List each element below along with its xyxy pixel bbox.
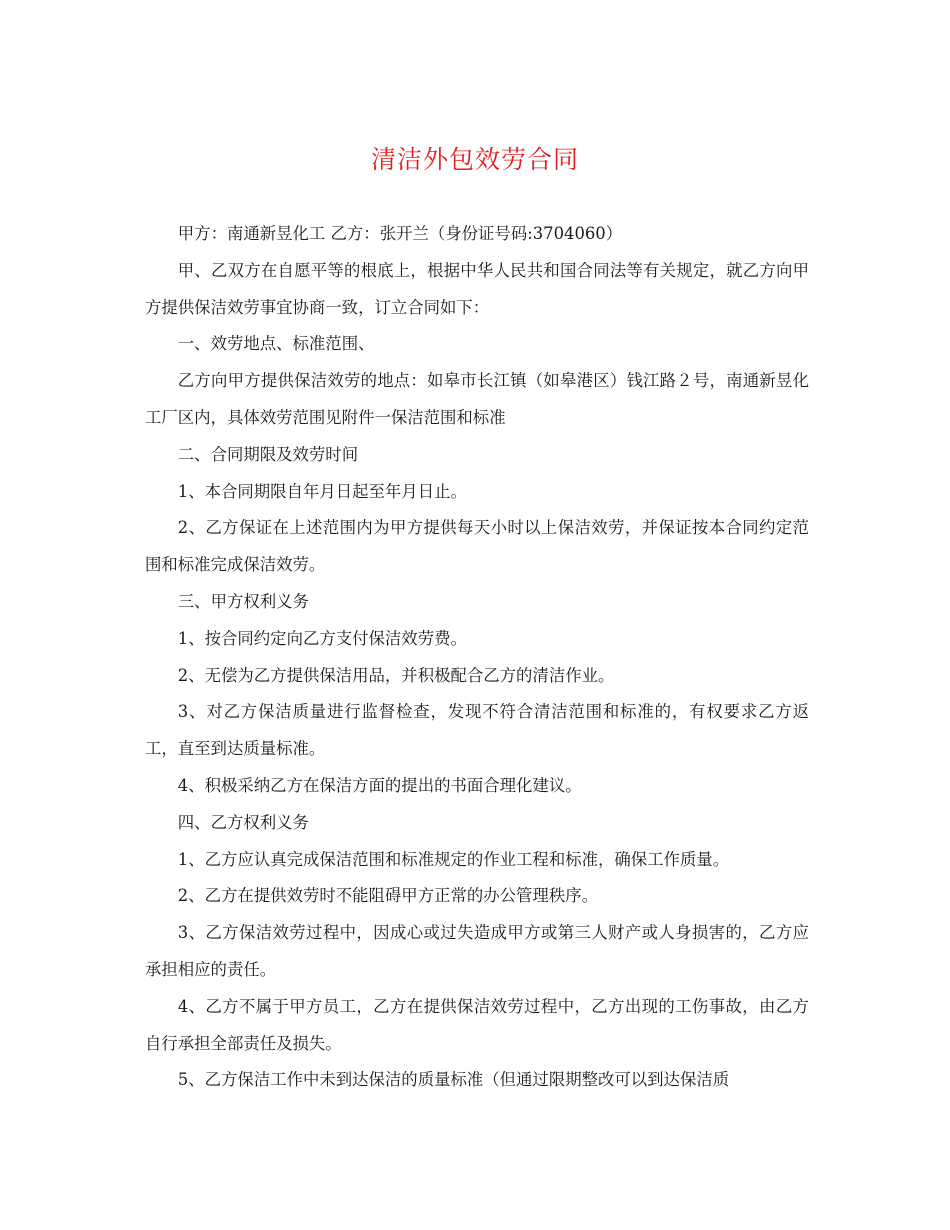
clause-paragraph: 5、乙方保洁工作中未到达保洁的质量标准（但通过限期整改可以到达保洁质 [177, 1070, 730, 1090]
clause-paragraph: 1、本合同期限自年月日起至年月日止。 [177, 481, 467, 501]
clause-paragraph: 2、乙方在提供效劳时不能阻碍甲方正常的办公管理秩序。 [177, 886, 598, 906]
clause-paragraph: 1、乙方应认真完成保洁范围和标准规定的作业工程和标准，确保工作质量。 [177, 849, 730, 869]
clause-paragraph: 3、乙方保洁效劳过程中，因成心或过失造成甲方或第三人财产或人身损害的，乙方应承担相应的责任。 [145, 923, 809, 979]
preamble-paragraph: 甲、乙双方在自愿平等的根底上，根据中华人民共和国合同法等有关规定，就乙方向甲方提供保洁效劳事宜协商一致，订立合同如下： [145, 260, 809, 317]
section-heading-1: 一、效劳地点、标准范围、 [177, 334, 375, 354]
clause-paragraph: 2、无偿为乙方提供保洁用品，并积极配合乙方的清洁作业。 [177, 665, 615, 685]
clause-paragraph: 4、积极采纳乙方在保洁方面的提出的书面合理化建议。 [177, 775, 582, 795]
clause-paragraph: 2、乙方保证在上述范围内为甲方提供每天小时以上保洁效劳，并保证按本合同约定范围和标准完成保洁效劳。 [145, 518, 809, 575]
clause-paragraph: 4、乙方不属于甲方员工，乙方在提供保洁效劳过程中，乙方出现的工伤事故，由乙方自行承担全部责任及损失。 [145, 996, 809, 1053]
section-heading-2: 二、合同期限及效劳时间 [177, 444, 359, 464]
party-info-paragraph: 甲方：南通新昱化工 乙方：张开兰（身份证号码:3704060） [177, 224, 623, 243]
clause-paragraph: 1、按合同约定向乙方支付保洁效劳费。 [177, 628, 467, 648]
service-location-paragraph: 乙方向甲方提供保洁效劳的地点：如皋市长江镇（如皋港区）钱江路２号，南通新昱化工厂区内，具体效劳范围见附件一保洁范围和标准 [145, 371, 809, 427]
section-heading-4: 四、乙方权利义务 [177, 812, 309, 832]
document-title: 清洁外包效劳合同 [370, 145, 579, 174]
section-heading-3: 三、甲方权利义务 [177, 591, 309, 611]
document-body [145, 216, 809, 1099]
clause-paragraph: 3、对乙方保洁质量进行监督检查，发现不符合清洁范围和标准的，有权要求乙方返工，直至到达质量标准。 [145, 702, 809, 759]
